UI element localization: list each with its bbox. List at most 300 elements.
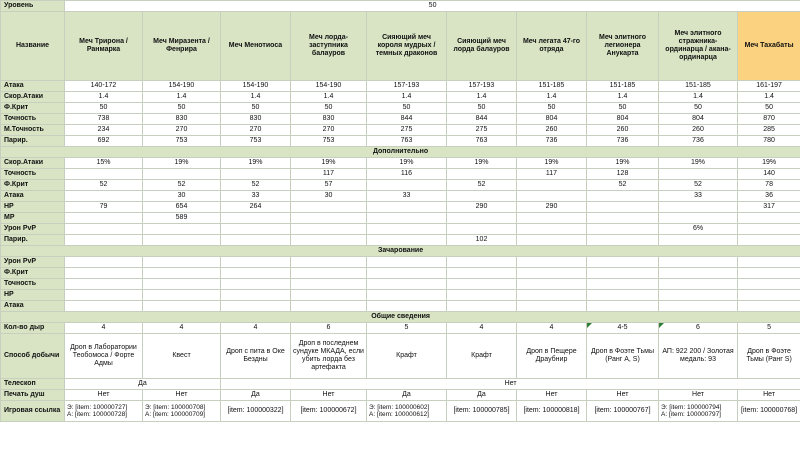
stat-value: [65, 268, 143, 279]
table-row: [1, 92, 800, 103]
obtain-value: АП: 922 200 / Золотая медаль: 93: [659, 334, 738, 379]
stat-value: [659, 202, 738, 213]
stat-value: 1.4: [367, 92, 447, 103]
stat-value: 654: [143, 202, 221, 213]
table-row: [1, 114, 800, 125]
stat-label: Атака: [1, 301, 65, 312]
stat-value: [65, 235, 143, 246]
stat-value: 30: [143, 191, 221, 202]
stat-value: 154-190: [221, 81, 291, 92]
stat-value: 19%: [367, 158, 447, 169]
slots-value: 4-5: [587, 323, 659, 334]
stat-value: [143, 169, 221, 180]
stat-value: [291, 202, 367, 213]
stat-value: 270: [143, 125, 221, 136]
stat-value: [587, 224, 659, 235]
obtain-value: Крафт: [447, 334, 517, 379]
table-row: [1, 290, 800, 301]
stat-value: 692: [65, 136, 143, 147]
stat-value: 264: [221, 202, 291, 213]
obtain-value: Крафт: [367, 334, 447, 379]
stat-value: [291, 279, 367, 290]
stat-value: 30: [291, 191, 367, 202]
stat-value: [367, 202, 447, 213]
item-link[interactable]: А: [item: 100000709]: [145, 411, 205, 418]
slots-value: 4: [221, 323, 291, 334]
table-row: [1, 401, 800, 422]
telescope-label: Телескоп: [1, 379, 65, 390]
stat-value: 52: [587, 180, 659, 191]
soulprint-value: Нет: [143, 390, 221, 401]
stat-value: [65, 279, 143, 290]
item-link[interactable]: [item: 100000768]: [741, 407, 798, 414]
stat-value: [587, 268, 659, 279]
stat-value: 589: [143, 213, 221, 224]
stat-value: [367, 235, 447, 246]
stat-value: 128: [587, 169, 659, 180]
stat-value: [221, 213, 291, 224]
item-link[interactable]: А: [item: 100000612]: [369, 411, 429, 418]
sword-name: Меч элитного стражника-ординарца / акана-ординарца: [659, 12, 738, 81]
stat-value: [143, 235, 221, 246]
stat-value: 1.4: [65, 92, 143, 103]
slots-value: 6: [659, 323, 738, 334]
table-row: [1, 379, 800, 390]
table-row: [1, 81, 800, 92]
stat-value: [143, 301, 221, 312]
slots-value: 4: [447, 323, 517, 334]
stat-label: HP: [1, 290, 65, 301]
stat-value: 50: [587, 103, 659, 114]
stat-label: Скор.Атаки: [1, 158, 65, 169]
stat-value: 50: [291, 103, 367, 114]
stat-value: [221, 290, 291, 301]
stat-value: 154-190: [291, 81, 367, 92]
item-link[interactable]: [item: 100000818]: [523, 407, 580, 414]
stat-value: [447, 268, 517, 279]
stat-value: 1.4: [659, 92, 738, 103]
slots-value: 4: [143, 323, 221, 334]
stat-value: 50: [447, 103, 517, 114]
stat-value: [143, 224, 221, 235]
soulprint-value: Да: [447, 390, 517, 401]
stat-value: [738, 290, 800, 301]
stat-value: 1.4: [517, 92, 587, 103]
stat-label: Точность: [1, 114, 65, 125]
table-row: [1, 213, 800, 224]
stat-value: [659, 279, 738, 290]
stat-value: 804: [659, 114, 738, 125]
stat-value: [291, 224, 367, 235]
stat-value: [367, 224, 447, 235]
stat-value: 260: [659, 125, 738, 136]
stat-value: [659, 213, 738, 224]
stat-value: 830: [221, 114, 291, 125]
item-link[interactable]: Э: [item: 100000794]: [661, 404, 722, 411]
stat-value: 270: [291, 125, 367, 136]
stat-label: Атака: [1, 191, 65, 202]
stat-value: [143, 290, 221, 301]
stat-value: 275: [447, 125, 517, 136]
obtain-value: Дроп в Пещере Драубнир: [517, 334, 587, 379]
stat-value: [517, 191, 587, 202]
stat-value: [447, 191, 517, 202]
stat-value: 1.4: [587, 92, 659, 103]
sword-name: Меч Миразента / Фенрира: [143, 12, 221, 81]
stat-label: Точность: [1, 169, 65, 180]
stat-value: 157-193: [367, 81, 447, 92]
stat-value: 6%: [659, 224, 738, 235]
game-link-value[interactable]: [221, 401, 291, 422]
stat-value: 161-197: [738, 81, 800, 92]
telescope-left: Да: [65, 379, 221, 390]
stat-value: [447, 301, 517, 312]
sword-name: Меч Менотиоса: [221, 12, 291, 81]
sword-name: Сияющий меч лорда балауров: [447, 12, 517, 81]
stat-value: [65, 224, 143, 235]
soulprint-value: Да: [221, 390, 291, 401]
table-row: [1, 169, 800, 180]
stat-value: [447, 279, 517, 290]
table-row: [1, 334, 800, 379]
stat-label: Ф.Крит: [1, 180, 65, 191]
stat-value: 79: [65, 202, 143, 213]
stat-value: 151-185: [587, 81, 659, 92]
stat-value: 804: [587, 114, 659, 125]
table-row: [1, 268, 800, 279]
stat-value: [738, 279, 800, 290]
stat-value: 285: [738, 125, 800, 136]
stat-value: [738, 268, 800, 279]
stat-value: [367, 268, 447, 279]
stat-value: 780: [738, 136, 800, 147]
stat-value: 50: [738, 103, 800, 114]
stat-value: [291, 213, 367, 224]
stat-value: [447, 290, 517, 301]
stat-value: 33: [221, 191, 291, 202]
stat-value: [659, 257, 738, 268]
stat-label: Ф.Крит: [1, 268, 65, 279]
stat-label: Парир.: [1, 136, 65, 147]
item-link[interactable]: Э: [item: 100000727]: [67, 404, 128, 411]
stat-value: [738, 301, 800, 312]
stat-value: 275: [367, 125, 447, 136]
stat-value: [659, 268, 738, 279]
stat-value: [738, 213, 800, 224]
sword-name: Меч Трирона / Ранмарка: [65, 12, 143, 81]
stat-value: 33: [367, 191, 447, 202]
game-link-value[interactable]: [587, 401, 659, 422]
stat-value: 844: [447, 114, 517, 125]
stat-value: 50: [517, 103, 587, 114]
obtain-value: Квест: [143, 334, 221, 379]
stat-value: [587, 213, 659, 224]
stat-value: 870: [738, 114, 800, 125]
slots-label: Кол-во дыр: [1, 323, 65, 334]
stat-value: [447, 257, 517, 268]
game-link-value[interactable]: [517, 401, 587, 422]
stat-value: 830: [291, 114, 367, 125]
stat-value: 19%: [143, 158, 221, 169]
table-row: [1, 246, 800, 257]
stat-value: 738: [65, 114, 143, 125]
stat-value: 19%: [291, 158, 367, 169]
item-link[interactable]: А: [item: 100000797]: [661, 411, 721, 418]
section-additional: Дополнительно: [1, 147, 800, 158]
stat-value: [517, 279, 587, 290]
stat-value: [143, 268, 221, 279]
stat-value: 1.4: [738, 92, 800, 103]
stat-value: [291, 268, 367, 279]
game-link-value[interactable]: [447, 401, 517, 422]
stat-value: [291, 290, 367, 301]
stat-value: [517, 268, 587, 279]
stat-value: [447, 169, 517, 180]
stat-label: Урон PvP: [1, 224, 65, 235]
stat-label: MP: [1, 213, 65, 224]
stat-value: 234: [65, 125, 143, 136]
stat-value: 19%: [587, 158, 659, 169]
stat-value: [738, 257, 800, 268]
stat-value: 753: [221, 136, 291, 147]
table-row: [1, 180, 800, 191]
stat-value: 52: [65, 180, 143, 191]
table-row: [1, 235, 800, 246]
stat-value: 140-172: [65, 81, 143, 92]
telescope-right: Нет: [221, 379, 800, 390]
game-link-value[interactable]: [367, 401, 447, 422]
obtain-value: Дроп в последнем сундуке МКАДА, если убить лорда без артефакта: [291, 334, 367, 379]
sword-name: Меч легата 47-го отряда: [517, 12, 587, 81]
obtain-value: Дроп в Фоэте Тьмы (Ранг A, S): [587, 334, 659, 379]
stat-value: 52: [143, 180, 221, 191]
table-row: [1, 390, 800, 401]
table-row: [1, 191, 800, 202]
stat-value: 736: [517, 136, 587, 147]
stat-value: 753: [143, 136, 221, 147]
stat-value: [143, 257, 221, 268]
stat-value: [367, 257, 447, 268]
stat-value: 290: [517, 202, 587, 213]
stat-value: 102: [447, 235, 517, 246]
section-enchant: Зачарование: [1, 246, 800, 257]
table-row: [1, 1, 800, 12]
stat-value: 50: [221, 103, 291, 114]
table-row: [1, 312, 800, 323]
stat-value: 151-185: [517, 81, 587, 92]
stat-value: [65, 301, 143, 312]
table-row: [1, 158, 800, 169]
stat-value: 52: [221, 180, 291, 191]
stat-value: [221, 235, 291, 246]
stat-value: [517, 257, 587, 268]
slots-value: 4: [517, 323, 587, 334]
soulprint-label: Печать душ: [1, 390, 65, 401]
stat-value: [517, 213, 587, 224]
stat-value: 830: [143, 114, 221, 125]
item-link[interactable]: А: [item: 100000728]: [67, 411, 127, 418]
stat-value: 36: [738, 191, 800, 202]
stat-value: [587, 235, 659, 246]
stat-value: [517, 224, 587, 235]
game-link-label: Игровая ссылка: [1, 401, 65, 422]
item-link[interactable]: Э: [item: 100000708]: [145, 404, 206, 411]
stat-value: [447, 213, 517, 224]
stat-value: 1.4: [447, 92, 517, 103]
stat-value: 19%: [517, 158, 587, 169]
stat-value: [221, 257, 291, 268]
stat-value: [659, 235, 738, 246]
stat-value: [517, 235, 587, 246]
stat-value: [587, 191, 659, 202]
table-row: [1, 12, 800, 81]
stat-value: 19%: [447, 158, 517, 169]
stat-value: 117: [517, 169, 587, 180]
item-link[interactable]: Э: [item: 100000602]: [369, 404, 430, 411]
stat-value: [291, 301, 367, 312]
stat-value: [447, 224, 517, 235]
stat-value: 1.4: [291, 92, 367, 103]
stat-value: [221, 224, 291, 235]
stat-value: 763: [367, 136, 447, 147]
slots-value: 6: [291, 323, 367, 334]
stat-value: 50: [367, 103, 447, 114]
stat-value: [65, 290, 143, 301]
item-link[interactable]: [item: 100000322]: [227, 407, 284, 414]
stat-value: 804: [517, 114, 587, 125]
sword-name: Меч лорда-заступника балауров: [291, 12, 367, 81]
item-link[interactable]: [item: 100000767]: [594, 407, 651, 414]
stat-value: 57: [291, 180, 367, 191]
sword-name: Сияющий меч короля мудрых / темных драконов: [367, 12, 447, 81]
stat-value: 157-193: [447, 81, 517, 92]
soulprint-value: Нет: [291, 390, 367, 401]
game-link-value[interactable]: [659, 401, 738, 422]
table-row: [1, 224, 800, 235]
level-label: Уровень: [1, 1, 65, 12]
stat-value: 19%: [738, 158, 800, 169]
stat-value: [291, 235, 367, 246]
game-link-value[interactable]: [143, 401, 221, 422]
stat-value: 1.4: [143, 92, 221, 103]
stat-value: [65, 191, 143, 202]
stat-value: [221, 169, 291, 180]
stat-label: Точность: [1, 279, 65, 290]
stat-value: [367, 290, 447, 301]
obtain-value: Дроп с пита в Оке Бездны: [221, 334, 291, 379]
game-link-value[interactable]: [291, 401, 367, 422]
slots-value: 4: [65, 323, 143, 334]
stat-value: [587, 279, 659, 290]
slots-value: 5: [738, 323, 800, 334]
soulprint-value: Нет: [587, 390, 659, 401]
item-link[interactable]: [item: 100000672]: [300, 407, 357, 414]
soulprint-value: Нет: [517, 390, 587, 401]
stat-value: [65, 213, 143, 224]
table-row: [1, 147, 800, 158]
stat-value: [221, 301, 291, 312]
sword-name: Меч Тахабаты: [738, 12, 800, 81]
stat-value: 50: [659, 103, 738, 114]
table-row: [1, 279, 800, 290]
stat-value: [367, 279, 447, 290]
stat-value: 736: [659, 136, 738, 147]
soulprint-value: Нет: [65, 390, 143, 401]
stat-value: [738, 224, 800, 235]
stat-value: 736: [587, 136, 659, 147]
stat-value: 78: [738, 180, 800, 191]
stat-value: [659, 169, 738, 180]
soulprint-value: Нет: [738, 390, 800, 401]
stat-label: Скор.Атаки: [1, 92, 65, 103]
stat-value: [587, 257, 659, 268]
stat-value: [367, 301, 447, 312]
table-row: [1, 125, 800, 136]
stat-value: [221, 268, 291, 279]
section-general: Общие сведения: [1, 312, 800, 323]
stat-value: [517, 180, 587, 191]
stat-value: 50: [65, 103, 143, 114]
level-value: 50: [65, 1, 800, 12]
slots-value: 5: [367, 323, 447, 334]
stat-value: [587, 290, 659, 301]
stat-value: [587, 301, 659, 312]
stat-label: М.Точность: [1, 125, 65, 136]
stat-value: 140: [738, 169, 800, 180]
stat-value: [221, 279, 291, 290]
table-row: [1, 323, 800, 334]
stat-value: 19%: [221, 158, 291, 169]
name-label: Название: [1, 12, 65, 81]
stat-value: 260: [517, 125, 587, 136]
stat-value: 260: [587, 125, 659, 136]
stat-value: 52: [659, 180, 738, 191]
table-row: [1, 301, 800, 312]
stat-value: 763: [447, 136, 517, 147]
game-link-value[interactable]: [738, 401, 800, 422]
stat-label: Атака: [1, 81, 65, 92]
stat-value: [367, 213, 447, 224]
stat-value: [517, 301, 587, 312]
table-row: [1, 103, 800, 114]
stat-label: Парир.: [1, 235, 65, 246]
item-link[interactable]: [item: 100000785]: [453, 407, 510, 414]
table-row: [1, 257, 800, 268]
stat-value: [659, 301, 738, 312]
stat-value: [587, 202, 659, 213]
stat-value: 1.4: [221, 92, 291, 103]
stat-value: 151-185: [659, 81, 738, 92]
game-link-value[interactable]: [65, 401, 143, 422]
stat-value: [65, 257, 143, 268]
stat-value: [738, 235, 800, 246]
stat-value: 19%: [659, 158, 738, 169]
stat-value: 290: [447, 202, 517, 213]
soulprint-value: Нет: [659, 390, 738, 401]
stat-label: Урон PvP: [1, 257, 65, 268]
stat-label: HP: [1, 202, 65, 213]
soulprint-value: Да: [367, 390, 447, 401]
stat-value: 50: [143, 103, 221, 114]
stat-value: 15%: [65, 158, 143, 169]
table-row: [1, 202, 800, 213]
stat-value: 33: [659, 191, 738, 202]
stat-value: 270: [221, 125, 291, 136]
stat-value: 753: [291, 136, 367, 147]
table-row: [1, 136, 800, 147]
stat-value: [659, 290, 738, 301]
stat-value: 844: [367, 114, 447, 125]
